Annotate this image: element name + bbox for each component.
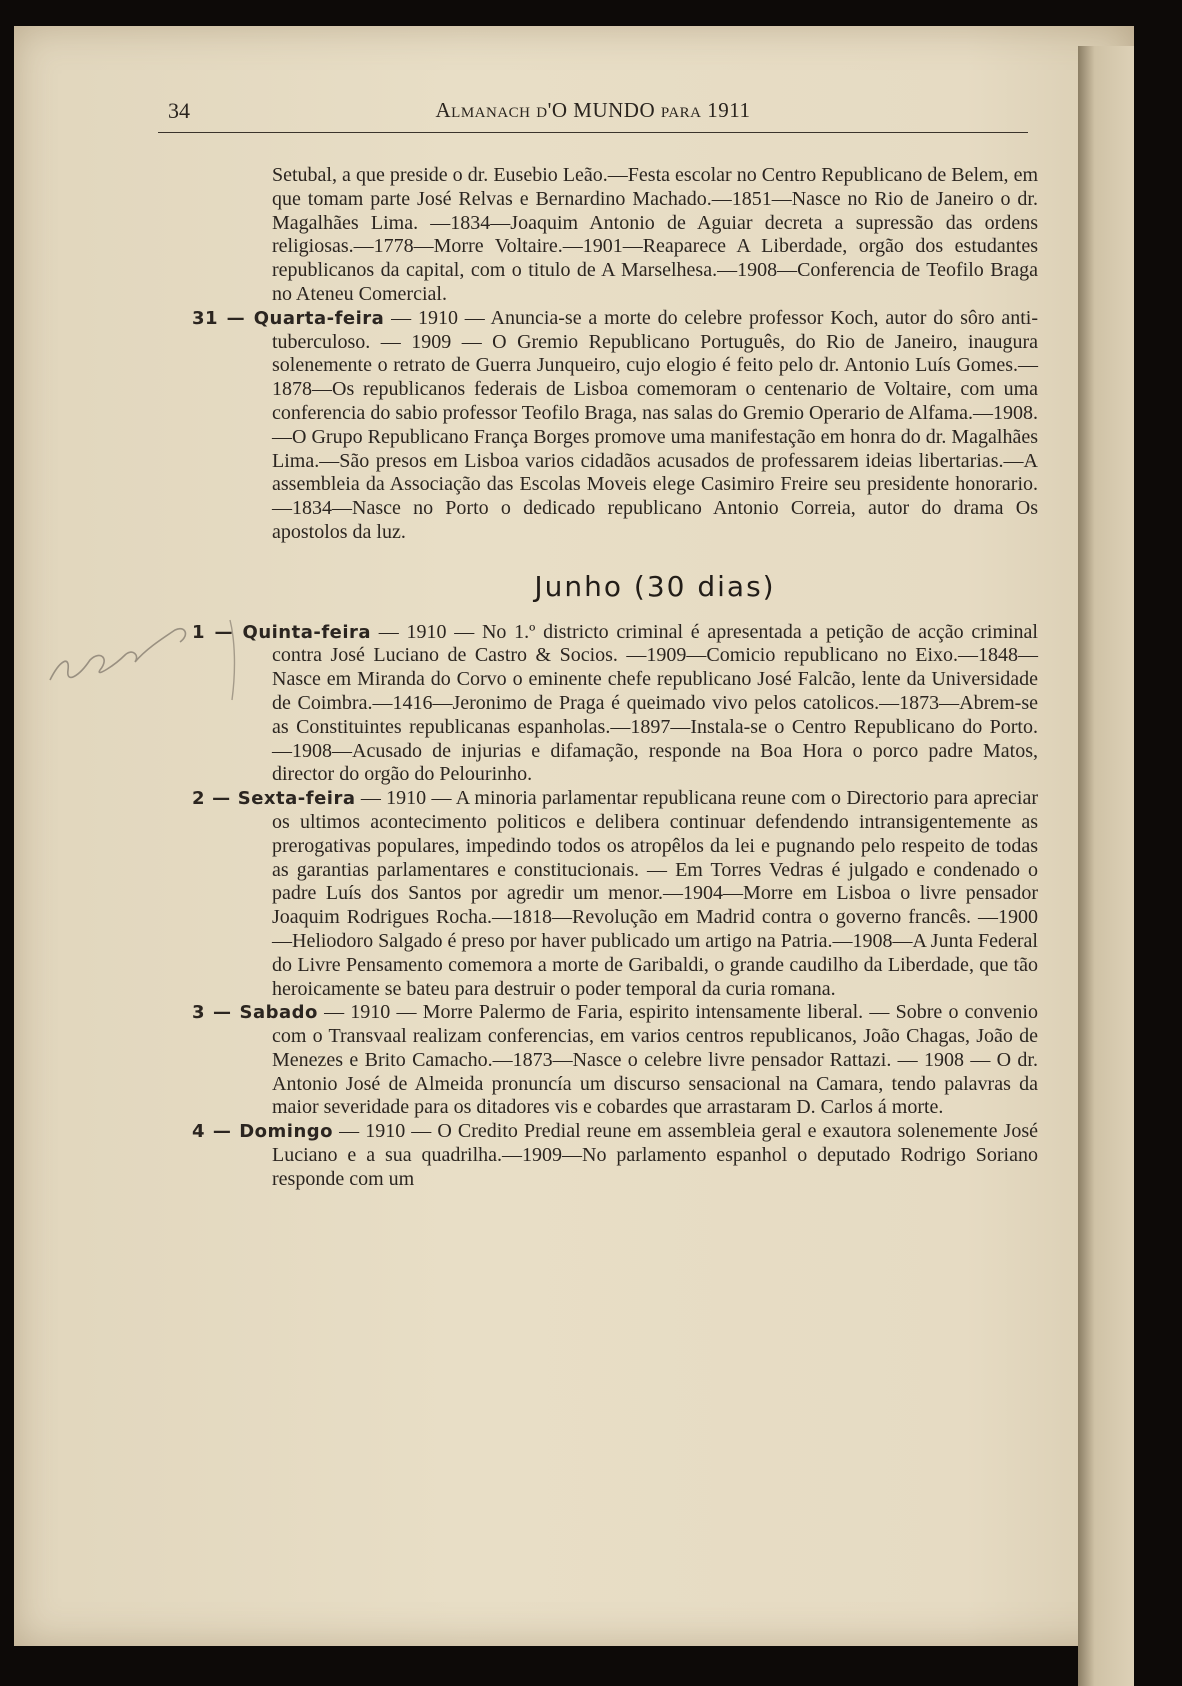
entry-text: — 1910 — Morre Palermo de Faria, espirito intensamente liberal. — Sobre o convenio com o Transvaal realizam conferencias, em varios centros republicanos, João Chagas, João de Menezes e Brito Camacho.—1873—Nasce o celebre livre pensador Rattazi. — 1908 — O dr. Antonio José de Almeida pronuncía um discurso sensacional na Camara, tendo palavras da maior severidade para os ditadores vis e cobardes que arrastaram D. Carlos á morte. xyxy=(272,1001,1038,1119)
day-marker: 3 — Sabado xyxy=(192,1002,318,1024)
entry-text: — 1910 — A minoria parlamentar republicana reune com o Directorio para apreciar os ultimos acontecimento politicos e delibera continuar defendendo intransigentemente as prerogativas populares, impedindo todos os atropêlos da lei e pugnando pelo respeito de todas as garantias parlamentares e constitucionais. — Em Torres Vedras é julgado e condenado o padre Luís dos Santos por agredir um menor.—1904—Morre em Lisboa o livre pensador Joaquim Rodrigues Rocha.—1818—Revolução em Madrid contra o governo francês. —1900—Heliodoro Salgado é preso por haver publicado um artigo na Patria.—1908—A Junta Federal do Livre Pensamento comemora a morte de Garibaldi, o grande caudilho da Liberdade, que tão heroicamente se bateu para destruir o poder temporal da curia romana. xyxy=(272,787,1038,1000)
day-entry-31 xyxy=(192,306,1038,545)
day-entry-1 xyxy=(192,620,1038,788)
pencil-annotation xyxy=(40,600,250,710)
page-edge xyxy=(1078,46,1134,1686)
entry-text: — 1910 — O Credito Predial reune em assembleia geral e exautora solenemente José Luciano e a sua quadrilha.—1909—No parlamento espanhol o deputado Rodrigo Soriano responde com um xyxy=(272,1120,1038,1190)
entry-text: — 1910 — No 1.º districto criminal é apresentada a petição de acção criminal contra José Luciano de Castro & Socios. —1909—Comicio republicano no Eixo.—1848—Nasce em Miranda do Corvo o eminente chefe republicano José Falcão, lente da Universidade de Coimbra.—1416—Jeronimo de Praga é queimado vivo pelos catolicos.—1873—Abrem-se as Constituintes republicanas espanholas.—1897—Instala-se o Centro Republicano do Porto.—1908—Acusado de injurias e difamação, responde na Boa Hora o porco padre Matos, director do orgão do Pelourinho. xyxy=(272,620,1038,786)
day-marker: 4 — Domingo xyxy=(192,1121,334,1143)
day-marker: 1 — Quinta-feira xyxy=(192,621,372,643)
day-entry-4 xyxy=(192,1120,1038,1191)
entry-text: — 1910 — Anuncia-se a morte do celebre professor Koch, autor do sôro anti-tuberculoso. — 1909 — O Gremio Republicano Português, do Rio de Janeiro, inaugura solenemente o retrato de Guerra Junqueiro, cujo elogio é feito pelo dr. Antonio Luís Gomes.—1878—Os republicanos federais de Lisboa comemoram o centenario de Voltaire, com uma conferencia do sabio professor Teofilo Braga, nas salas do Gremio Operario de Alfama.—1908.—O Grupo Republicano França Borges promove uma manifestação em honra do dr. Magalhães Lima.—São presos em Lisboa varios cidadãos acusados de professarem ideias libertarias.—A assembleia da Associação das Escolas Moveis elege Casimiro Freire seu presidente honorario.—1834—Nasce no Porto o dedicado republicano Antonio Correia, autor do drama Os apostolos da luz. xyxy=(272,306,1038,543)
page-body xyxy=(192,164,1038,1192)
paragraph-continuation: Setubal, a que preside o dr. Eusebio Leão.—Festa escolar no Centro Republicano de Belem, em que tomam parte José Relvas e Bernardino Machado.—1851—Nasce no Rio de Janeiro o dr. Magalhães Lima. —1834—Joaquim Antonio de Aguiar decreta a supressão das ordens religiosas.—1778—Morre Voltaire.—1901—Reaparece A Liberdade, orgão dos estudantes republicanos da capital, com o titulo de A Marselhesa.—1908—Conferencia de Teofilo Braga no Ateneu Comercial. xyxy=(272,164,1038,305)
day-entry-3 xyxy=(192,1001,1038,1120)
day-entry-2 xyxy=(192,787,1038,1001)
day-marker: 31 — Quarta-feira xyxy=(192,307,385,329)
section-heading: Junho (30 dias) xyxy=(534,569,776,603)
page-header xyxy=(158,92,1028,133)
running-title: Almanach d'O MUNDO para 1911 xyxy=(435,98,751,122)
day-marker: 2 — Sexta-feira xyxy=(192,788,356,810)
page-number: 34 xyxy=(168,98,190,123)
